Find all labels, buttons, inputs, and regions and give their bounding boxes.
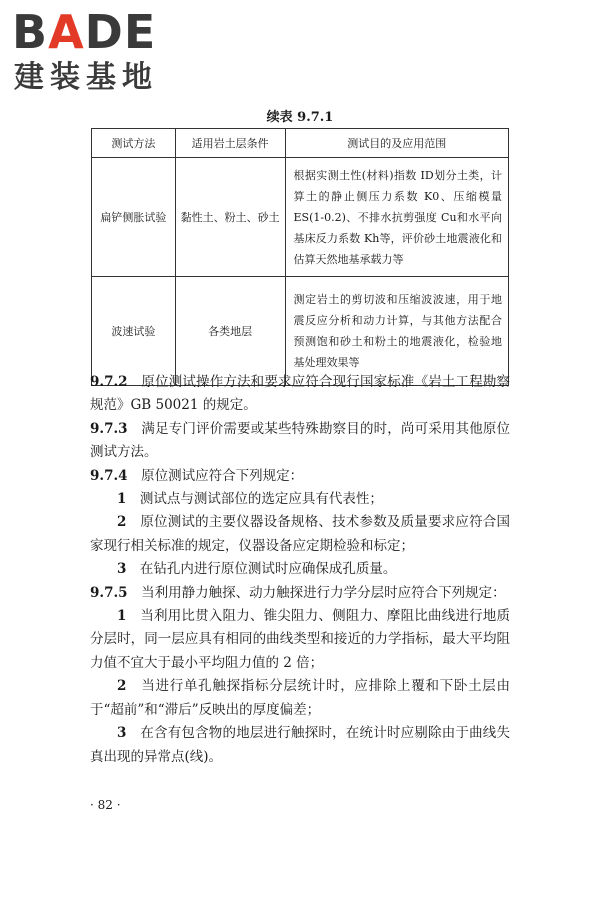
cell-purpose: 测定岩土的剪切波和压缩波波速，用于地震反应分析和动力计算，与其他方法配合预测饱和砂土和粉土的地震液化，检验地基处理效果等: [285, 277, 508, 386]
clause-9-7-4: 9.7.4 原位测试应符合下列规定：: [90, 467, 304, 484]
table-caption: 续表 9.7.1: [266, 110, 334, 125]
bade-logo: [12, 6, 182, 102]
logo-subtitle: 建装基地: [14, 60, 158, 95]
table-row: [92, 277, 509, 386]
table-header-row: [92, 129, 509, 158]
clause-9-7-2: 9.7.2 原位测试操作方法和要求应符合现行国家标准《岩土工程勘察规范》GB 50021 的规定。: [90, 374, 511, 414]
clause-item: 2 原位测试的主要仪器设备规格、技术参数及质量要求应符合国家现行相关标准的规定，仪器设备应定期检验和标定；: [90, 514, 511, 554]
header-condition: 适用岩土层条件: [175, 129, 285, 158]
page-number: · 82 ·: [90, 798, 121, 812]
clause-item: 1 当利用比贯入阻力、锥尖阻力、侧阻力、摩阻比曲线进行地质分层时，同一层应具有相同的曲线类型和接近的力学指标，最大平均阻力值不宜大于最小平均阻力值的 2 倍；: [90, 608, 511, 671]
test-methods-table: [91, 128, 509, 386]
cell-condition: 各类地层: [175, 277, 285, 386]
clause-item: 3 在含有包含物的地层进行触探时，在统计时应剔除由于曲线失真出现的异常点(线)。: [90, 725, 511, 765]
cell-method: 扁铲侧胀试验: [92, 158, 176, 277]
clause-9-7-3: 9.7.3 满足专门评价需要或某些特殊勘察目的时，尚可采用其他原位测试方法。: [90, 420, 511, 461]
clause-9-7-5: 9.7.5 当利用静力触探、动力触探进行力学分层时应符合下列规定：: [90, 584, 506, 601]
logo-wordmark: BADE: [12, 5, 157, 59]
cell-condition: 黏性土、粉土、砂土: [175, 158, 285, 277]
clause-body: [90, 371, 510, 769]
cell-method: 波速试验: [92, 277, 176, 386]
header-method: 测试方法: [92, 129, 176, 158]
clause-item: 2 当进行单孔触探指标分层统计时，应排除上覆和下卧土层由于“超前”和“滞后”反映出的厚度偏差；: [90, 678, 511, 718]
cell-purpose: 根据实测土性(材料)指数 ID划分土类，计算土的静止侧压力系数 K0、压缩模量 ES(1-0.2)、不排水抗剪强度 Cu和水平向基床反力系数 Kh等，评价砂土地震液化和估算天然地基承载力等: [285, 158, 508, 277]
header-purpose: 测试目的及应用范围: [285, 129, 508, 158]
clause-item: 3 在钻孔内进行原位测试时应确保成孔质量。: [117, 561, 397, 578]
clause-item: 1 测试点与测试部位的选定应具有代表性；: [117, 491, 383, 508]
table-row: [92, 158, 509, 277]
